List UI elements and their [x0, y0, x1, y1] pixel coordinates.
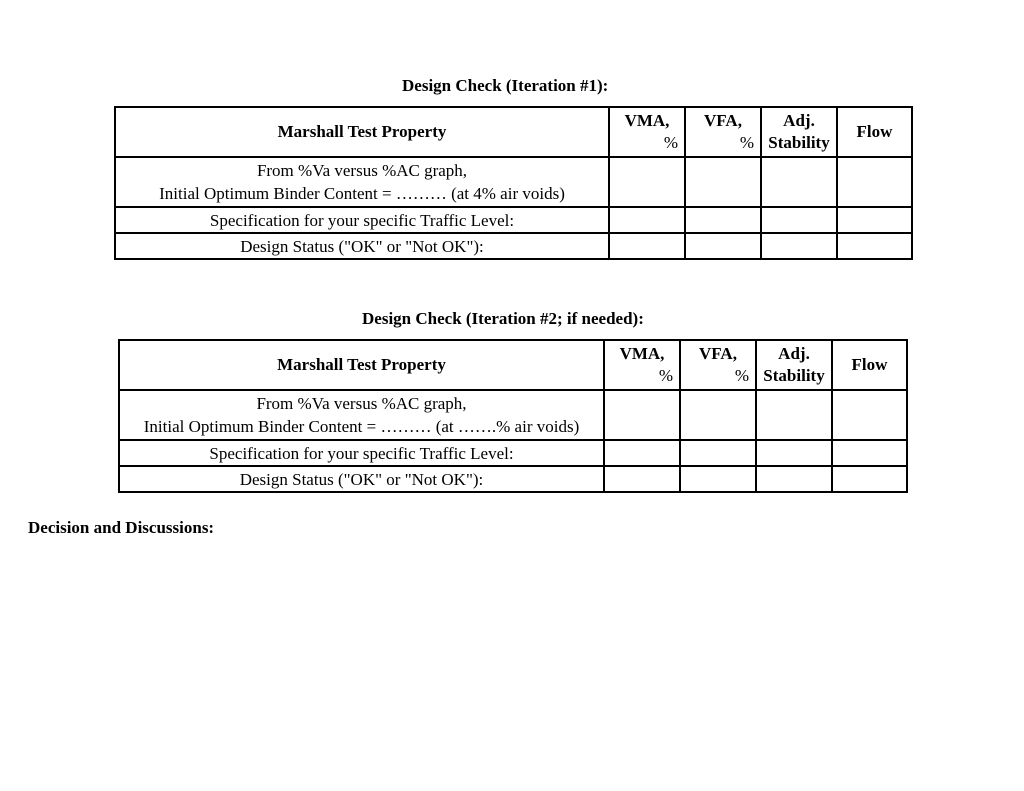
table2-row-graph-line1: From %Va versus %AC graph, [256, 394, 467, 413]
table2-cell-spec-vfa[interactable] [680, 440, 756, 466]
table1-title: Design Check (Iteration #1): [402, 76, 609, 95]
table1-cell-spec-flow[interactable] [837, 207, 912, 233]
table1-row-status-label: Design Status ("OK" or "Not OK"): [115, 233, 609, 259]
table1-cell-graph-vfa[interactable] [685, 157, 761, 207]
table2-cell-spec-flow[interactable] [832, 440, 907, 466]
table2-header-vma-line2: % [658, 366, 673, 385]
table2-cell-status-vfa[interactable] [680, 466, 756, 492]
table2-header-vma-line1: VMA, [619, 344, 665, 363]
table1-cell-spec-vfa[interactable] [685, 207, 761, 233]
table1-row-spec-label: Specification for your specific Traffic Level: [115, 207, 609, 233]
table1-header-vfa-line2: % [739, 133, 754, 152]
table2-header-vfa [680, 340, 756, 390]
table1-row-status [115, 233, 912, 259]
table1-header-vfa [685, 107, 761, 157]
table2-cell-graph-vma[interactable] [604, 390, 680, 440]
table1-row-graph-line2: Initial Optimum Binder Content = ……… (at 4% air voids) [159, 184, 565, 203]
table2-cell-graph-flow[interactable] [832, 390, 907, 440]
table2-row-graph-line2: Initial Optimum Binder Content = ……… (at …….% air voids) [143, 417, 580, 436]
table2-row-spec-label: Specification for your specific Traffic Level: [119, 440, 604, 466]
table2-header-vfa-line1: VFA, [699, 344, 737, 363]
table2-row-status [119, 466, 907, 492]
table1-cell-status-vfa[interactable] [685, 233, 761, 259]
table2-row-status-label: Design Status ("OK" or "Not OK"): [119, 466, 604, 492]
table2-cell-status-stability[interactable] [756, 466, 832, 492]
table1-header-adj-stability [761, 107, 837, 157]
table2-row-graph-label [119, 390, 604, 440]
table1-header-vfa-line1: VFA, [704, 111, 742, 130]
table2-title: Design Check (Iteration #2; if needed): [362, 309, 644, 328]
table1-cell-status-flow[interactable] [837, 233, 912, 259]
table1-row-graph-line1: From %Va versus %AC graph, [256, 161, 468, 180]
table1-cell-spec-stability[interactable] [761, 207, 837, 233]
table2 [118, 339, 908, 493]
table1-cell-graph-flow[interactable] [837, 157, 912, 207]
table1-cell-graph-stability[interactable] [761, 157, 837, 207]
decision-discussions-label: Decision and Discussions: [28, 518, 215, 537]
table1-cell-status-vma[interactable] [609, 233, 685, 259]
table1 [114, 106, 913, 260]
table1-cell-status-stability[interactable] [761, 233, 837, 259]
table2-header-flow: Flow [832, 340, 907, 390]
table1-row-graph-label [115, 157, 609, 207]
table1-row-spec [115, 207, 912, 233]
table2-header-property: Marshall Test Property [119, 340, 604, 390]
table1-header-vma-line2: % [663, 133, 678, 152]
table2-header-adj-line2: Stability [763, 366, 825, 385]
table1-header-adj-line2: Stability [768, 133, 830, 152]
table2-cell-graph-stability[interactable] [756, 390, 832, 440]
table2-header-adj-stability [756, 340, 832, 390]
table1-row-graph [115, 157, 912, 207]
table2-header-vma [604, 340, 680, 390]
table2-header-adj-line1: Adj. [778, 344, 810, 363]
table1-cell-spec-vma[interactable] [609, 207, 685, 233]
table2-row-graph [119, 390, 907, 440]
table1-header-flow: Flow [837, 107, 912, 157]
table2-header-row [119, 340, 907, 390]
table1-header-vma-line1: VMA, [624, 111, 670, 130]
table1-header-adj-line1: Adj. [783, 111, 815, 130]
table2-cell-graph-vfa[interactable] [680, 390, 756, 440]
table1-header-property: Marshall Test Property [115, 107, 609, 157]
table1-header-vma [609, 107, 685, 157]
table2-cell-spec-stability[interactable] [756, 440, 832, 466]
table2-cell-status-vma[interactable] [604, 466, 680, 492]
table1-cell-graph-vma[interactable] [609, 157, 685, 207]
table2-cell-status-flow[interactable] [832, 466, 907, 492]
table1-header-row [115, 107, 912, 157]
table2-cell-spec-vma[interactable] [604, 440, 680, 466]
table2-row-spec [119, 440, 907, 466]
table2-header-vfa-line2: % [734, 366, 749, 385]
